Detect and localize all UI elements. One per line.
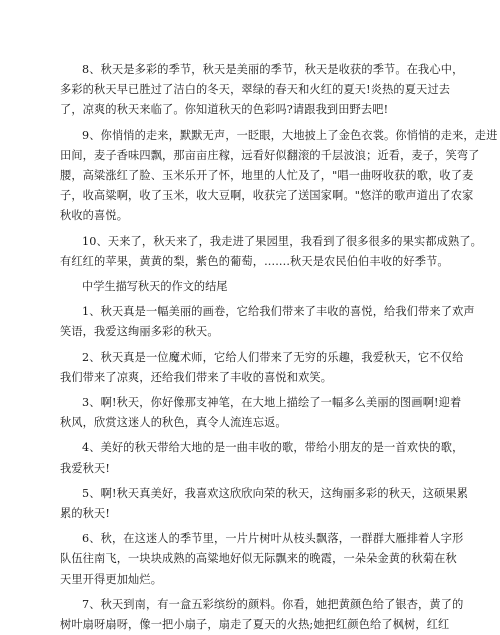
text-line: 天里开得更加灿烂。 — [60, 572, 163, 586]
paragraph-ending-5 — [60, 484, 469, 524]
text-line: 2、秋天真是一位魔术师，它给人们带来了无穷的乐趣，我爱秋天，它不仅给 — [82, 350, 464, 364]
paragraph-ending-2 — [60, 348, 464, 388]
text-line: 腰，高粱涨红了脸、玉米乐开了怀，地里的人忙及了，"唱一曲呀收获的歌，收了麦 — [60, 169, 474, 183]
text-line: 9、你悄悄的走来，默默无声，一眨眼，大地披上了金色衣裳。你悄悄的走来，走进 — [82, 128, 498, 142]
text-line: 有红红的苹果，黄黄的梨，紫色的葡萄，.......秋天是农民伯伯丰收的好季节。 — [60, 254, 449, 268]
paragraph-ending-6 — [60, 529, 464, 590]
text-line: 累的秋天! — [60, 507, 110, 521]
text-line: 树叶扇呀扇呀，像一把小扇子，扇走了夏天的火热;她把红颜色给了枫树，红红 — [60, 618, 450, 632]
text-line: 我们带来了凉爽，还给我们带来了丰收的喜悦和欢笑。 — [60, 370, 333, 384]
text-line: 7、秋天到南，有一盒五彩缤纷的颜料。你看，她把黄颜色给了银杏，黄了的 — [82, 597, 464, 611]
text-line: 5、啊!秋天真美好，我喜欢这欣欣向荣的秋天，这绚丽多彩的秋天，这硕果累 — [82, 486, 469, 500]
text-line: 秋风，欣赏这迷人的秋色，真令人流连忘返。 — [60, 416, 287, 430]
text-line: 我爱秋天! — [60, 461, 110, 475]
text-line: 子，收高粱啊，收了玉米，收大豆啊，收获完了送国家啊。"悠洋的歌声道出了农家 — [60, 189, 474, 203]
text-line: 8、秋天是多彩的季节，秋天是美丽的季节，秋天是收获的季节。在我心中， — [82, 63, 464, 76]
text-line: 秋收的喜悦。 — [60, 209, 129, 223]
paragraph-ending-1 — [60, 302, 475, 342]
paragraph-10 — [60, 232, 483, 272]
text-line: 多彩的秋天早已胜过了洁白的冬天，翠绿的春天和火红的夏天!炎热的夏天过去 — [60, 83, 451, 97]
text-line: 4、美好的秋天带给大地的是一曲丰收的歌，带给小朋友的是一首欢快的歌， — [82, 441, 464, 455]
paragraph-8 — [60, 60, 464, 121]
paragraph-9 — [60, 126, 498, 227]
paragraph-ending-7 — [60, 595, 464, 635]
section-heading: 中学生描写秋天的作文的结尾 — [82, 280, 228, 294]
text-line: 10、天来了，秋天来了，我走进了果园里，我看到了很多很多的果实都成熟了。 — [82, 234, 483, 248]
text-line: 3、啊!秋天，你好像那支神笔，在大地上描绘了一幅多么美丽的图画啊!迎着 — [82, 396, 462, 410]
text-line: 田间，麦子香味四飘，那亩亩庄稼，远看好似翻滚的千层波浪；近看，麦子，笑弯了 — [60, 148, 480, 162]
text-line: 1、秋天真是一幅美丽的画卷，它给我们带来了丰收的喜悦，给我们带来了欢声 — [82, 305, 475, 319]
paragraph-ending-3 — [60, 393, 462, 433]
text-line: 笑语，我爱这绚丽多彩的秋天。 — [60, 325, 219, 339]
paragraph-ending-4 — [60, 438, 464, 478]
text-line: 队伍往南飞，一块块成熟的高粱地好似无际飘来的晚霞，一朵朵金黄的秋菊在秋 — [60, 552, 457, 566]
text-line: 了，凉爽的秋天来临了。你知道秋天的色彩吗?请跟我到田野去吧! — [60, 103, 389, 117]
text-line: 6、秋，在这迷人的季节里，一片片树叶从枝头飘落，一群群大雁排着人字形 — [82, 532, 464, 546]
